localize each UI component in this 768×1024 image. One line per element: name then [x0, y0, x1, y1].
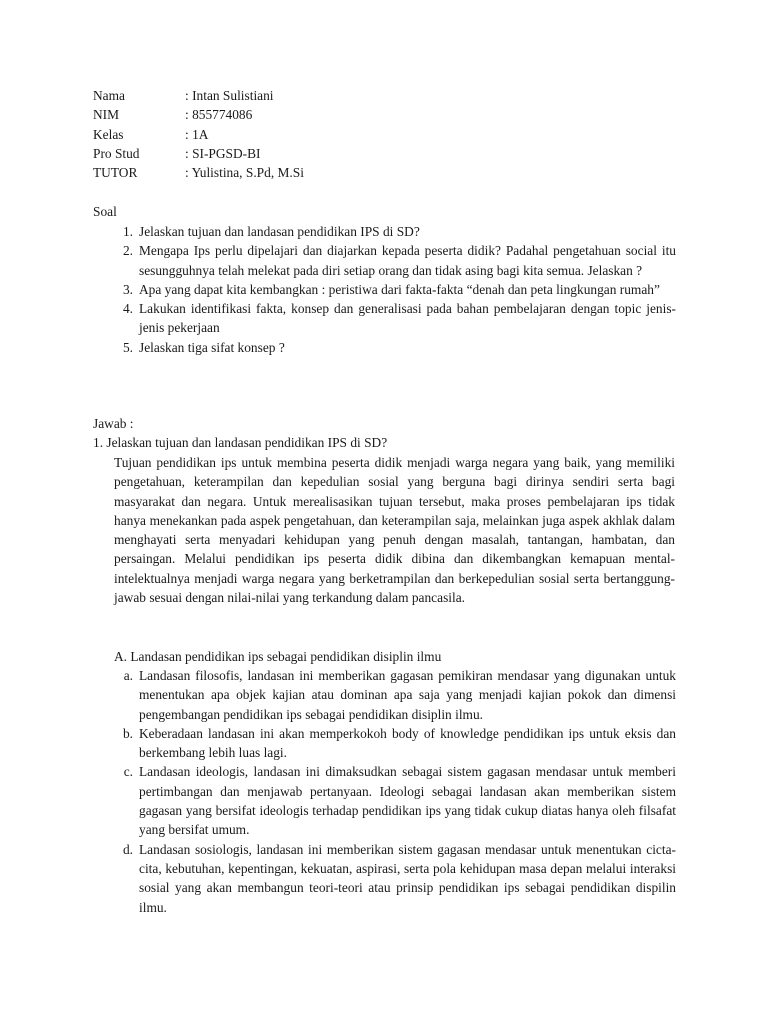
identity-value: : Intan Sulistiani: [185, 88, 274, 103]
section-a-heading: A. Landasan pendidikan ips sebagai pendidikan disiplin ilmu: [114, 649, 442, 664]
question-text: Mengapa Ips perlu dipelajari dan diajarkan kepada peserta didik? Padahal pengetahuan social itu sesungguhnya telah melekat pada diri setiap orang dan tidak asing bagi kita semua. Jelaskan ?: [139, 243, 676, 278]
identity-value: : 855774086: [185, 107, 253, 123]
answer-1-paragraph: Tujuan pendidikan ips untuk membina peserta didik menjadi warga negara yang baik, yang memiliki pengetahuan, keterampilan dan kepedulian sosial yang berguna bagi dirinya sendiri serta bagi masyarakat dan negara. Untuk merealisasikan tujuan tersebut, maka proses pembelajaran ips tidak hanya menekankan pada aspek pengetahuan, dan keterampilan saja, melainkan juga aspek akhlak dalam menghayati serta menyadari kehidupan yang penuh dengan masalah, tantangan, hambatan, dan persaingan. Melalui pendidikan ips peserta didik dibina dan dikembangkan kemapuan mental-intelektualnya menjadi warga negara yang berketrampilan dan berkepedulian sosial serta bertanggung-jawab sesuai dengan nilai-nilai yang terkandung dalam pancasila.: [114, 455, 675, 606]
question-item: [93, 280, 676, 299]
landasan-letter: d.: [122, 841, 133, 857]
landasan-list: [93, 666, 676, 917]
answer-1-heading: 1. Jelaskan tujuan dan landasan pendidikan IPS di SD?: [93, 435, 388, 451]
question-list: [93, 222, 676, 357]
identity-label: Nama: [93, 88, 125, 103]
identity-value: : Yulistina, S.Pd, M.Si: [185, 165, 304, 181]
landasan-item: [93, 666, 676, 724]
soal-heading: Soal: [93, 204, 117, 219]
jawab-block: [93, 414, 676, 453]
identity-value: : SI-PGSD-BI: [185, 145, 261, 161]
question-item: [93, 241, 676, 280]
landasan-item: [93, 840, 676, 917]
question-text: Jelaskan tujuan dan landasan pendidikan IPS di SD?: [139, 224, 420, 239]
identity-row-tutor: [93, 163, 676, 182]
question-number: 4.: [122, 301, 133, 317]
question-number: 2.: [122, 243, 133, 259]
identity-label: TUTOR: [93, 165, 138, 181]
identity-row-kelas: [93, 125, 676, 144]
question-text: Lakukan identifikasi fakta, konsep dan generalisasi pada bahan pembelajaran dengan topic jenis-jenis pekerjaan: [139, 301, 676, 336]
question-number: 3.: [122, 281, 133, 297]
identity-value: : 1A: [185, 126, 209, 142]
identity-block: [93, 86, 676, 182]
identity-label: NIM: [93, 107, 120, 123]
identity-label: Kelas: [93, 126, 124, 142]
jawab-heading: Jawab :: [93, 416, 134, 431]
question-text: Jelaskan tiga sifat konsep ?: [139, 339, 285, 355]
question-item: [93, 299, 676, 338]
landasan-letter: a.: [123, 668, 133, 683]
landasan-letter: b.: [122, 725, 133, 741]
question-item: [93, 338, 676, 357]
landasan-letter: c.: [123, 764, 133, 780]
landasan-text: Keberadaan landasan ini akan memperkokoh body of knowledge pendidikan ips untuk eksis dan berkembang lebih luas lagi.: [139, 725, 676, 761]
landasan-text: Landasan filosofis, landasan ini memberikan gagasan pemikiran mendasar yang digunakan untuk menentukan apa objek kajian atau dominan apa saja yang menjadi kajian pokok dan dimensi pengembangan pendidikan ips sebagai pendidikan disiplin ilmu.: [139, 668, 676, 722]
landasan-item: [93, 724, 676, 763]
identity-row-nim: [93, 105, 676, 124]
question-text: Apa yang dapat kita kembangkan : peristiwa dari fakta-fakta “denah dan peta lingkungan rumah”: [139, 281, 660, 297]
identity-row-prostud: [93, 144, 676, 163]
question-number: 5.: [122, 339, 133, 355]
landasan-item: [93, 762, 676, 839]
landasan-text: Landasan ideologis, landasan ini dimaksudkan sebagai sistem gagasan mendasar untuk memberi pertimbangan dan menjawab pertanyaan. Ideologi sebagai landasan akan memberikan sistem gagasan yang bersifat ideologis terhadap pendidikan ips yang tidak cukup diatas hanya oleh filsafat yang bersifat umum.: [139, 764, 676, 838]
landasan-text: Landasan sosiologis, landasan ini memberikan sistem gagasan mendasar untuk menentukan cicta-cita, kebutuhan, kepentingan, kekuatan, aspirasi, serta pola kehidupan masa depan melalui interaksi sosial yang akan membangun teori-teori atau prinsip pendidikan ips sebagai pendidikan dispilin ilmu.: [139, 841, 676, 915]
question-number: 1.: [122, 224, 133, 239]
question-item: [93, 222, 676, 241]
identity-label: Pro Stud: [93, 145, 140, 161]
identity-row-nama: [93, 86, 676, 105]
